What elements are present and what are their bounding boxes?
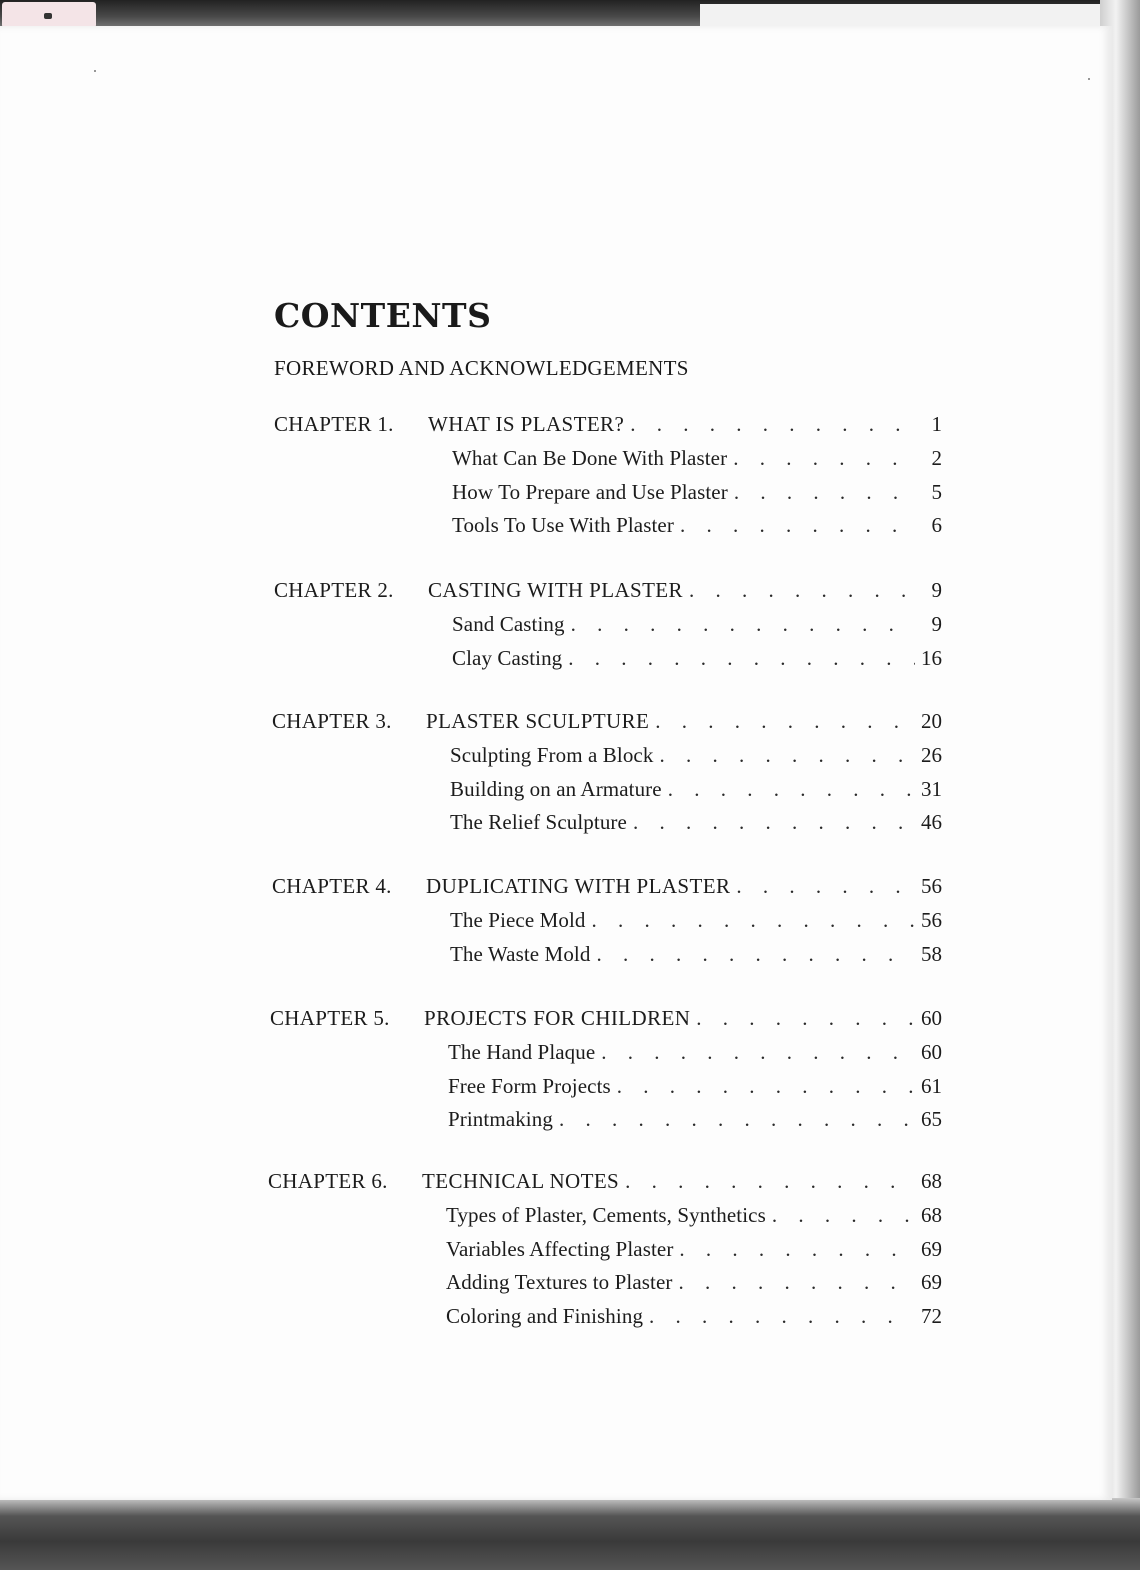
section-title: Coloring and Finishing: [446, 1303, 644, 1328]
dot-leader: [668, 777, 915, 802]
chapter-title: CASTING WITH PLASTER: [428, 578, 683, 602]
section-title: How To Prepare and Use Plaster: [452, 479, 728, 504]
section-title: Tools To Use With Plaster: [452, 513, 674, 537]
page-number: 16: [921, 645, 942, 670]
chapter-label: CHAPTER 1.: [274, 412, 394, 436]
section-entry[interactable]: [446, 1270, 942, 1295]
dot-leader: [772, 1203, 915, 1228]
section-title: Free Form Projects: [448, 1073, 611, 1098]
dot-leader: [571, 612, 916, 637]
page-number: 68: [921, 1169, 942, 1193]
page-number: 72: [921, 1303, 942, 1328]
dot-leader: [617, 1074, 915, 1099]
section-title: Building on an Armature: [450, 776, 662, 801]
section-entry[interactable]: [446, 1203, 942, 1228]
page-number: 56: [921, 908, 942, 932]
dot-leader: [696, 1006, 915, 1031]
section-title: What Can Be Done With Plaster: [452, 446, 728, 470]
chapter-entry[interactable]: [268, 1169, 942, 1194]
section-entry[interactable]: [450, 743, 942, 768]
page-number: 65: [921, 1107, 942, 1131]
dot-leader: [601, 1040, 915, 1065]
foreword-entry: FOREWORD AND ACKNOWLEDGEMENTS: [274, 356, 689, 380]
chapter-title: PLASTER SCULPTURE: [426, 709, 650, 733]
page-number: 60: [921, 1006, 942, 1030]
dot-leader: [736, 874, 915, 899]
section-entry[interactable]: [446, 1304, 942, 1329]
section-title: Sculpting From a Block: [450, 743, 654, 767]
book-page: [0, 26, 1112, 1500]
section-entry[interactable]: [448, 1040, 942, 1065]
section-title: The Waste Mold: [450, 941, 591, 966]
section-entry[interactable]: [452, 612, 942, 637]
dot-leader: [680, 513, 916, 538]
scanner-bottom-edge: [0, 1498, 1140, 1570]
chapter-title: TECHNICAL NOTES: [422, 1169, 620, 1193]
chapter-entry[interactable]: [272, 874, 942, 899]
page-number: 9: [931, 578, 942, 602]
chapter-title: PROJECTS FOR CHILDREN: [424, 1006, 691, 1030]
section-title: Sand Casting: [452, 612, 565, 636]
page-number: 69: [921, 1236, 942, 1261]
dot-leader: [659, 743, 915, 768]
section-entry[interactable]: [448, 1107, 942, 1132]
dot-leader: [596, 942, 915, 967]
page-number: 61: [921, 1073, 942, 1098]
section-title: Printmaking: [448, 1107, 553, 1131]
chapter-title: DUPLICATING WITH PLASTER: [426, 874, 731, 898]
page-number: 20: [921, 709, 942, 733]
section-entry[interactable]: [452, 446, 942, 471]
section-title: Adding Textures to Plaster: [446, 1270, 673, 1294]
chapter-entry[interactable]: [272, 709, 942, 734]
section-entry[interactable]: [452, 513, 942, 538]
section-title: The Relief Sculpture: [450, 810, 627, 834]
chapter-label: CHAPTER 5.: [270, 1006, 390, 1030]
page-number: 5: [931, 479, 942, 504]
section-title: The Piece Mold: [450, 908, 586, 932]
paper-speck: [94, 70, 96, 72]
section-title: Types of Plaster, Cements, Synthetics: [446, 1203, 766, 1227]
dot-leader: [592, 908, 915, 933]
dot-leader: [655, 709, 915, 734]
section-title: Variables Affecting Plaster: [446, 1236, 674, 1261]
section-title: Clay Casting: [452, 645, 563, 670]
chapter-label: CHAPTER 2.: [274, 578, 394, 602]
page-number: 2: [931, 446, 942, 470]
paper-speck: [1088, 78, 1090, 80]
dot-leader: [649, 1304, 915, 1329]
chapter-title: WHAT IS PLASTER?: [428, 412, 625, 436]
dot-leader: [630, 412, 916, 437]
dot-leader: [568, 646, 915, 671]
section-title: The Hand Plaque: [448, 1040, 596, 1064]
contents-title: CONTENTS: [274, 296, 492, 335]
page-number: 69: [921, 1270, 942, 1294]
dot-leader: [625, 1169, 915, 1194]
section-entry[interactable]: [450, 777, 942, 802]
chapter-label: CHAPTER 3.: [272, 709, 392, 733]
page-number: 1: [931, 412, 942, 436]
chapter-entry[interactable]: [274, 578, 942, 603]
section-entry[interactable]: [446, 1237, 942, 1262]
page-number: 58: [921, 941, 942, 966]
section-entry[interactable]: [448, 1074, 942, 1099]
section-entry[interactable]: [452, 480, 942, 505]
chapter-label: CHAPTER 6.: [268, 1169, 388, 1193]
page-number: 56: [921, 874, 942, 898]
page-number: 6: [931, 513, 942, 537]
section-entry[interactable]: [452, 646, 942, 671]
dot-leader: [733, 446, 916, 471]
page-number: 9: [931, 612, 942, 636]
section-entry[interactable]: [450, 810, 942, 835]
page-number: 60: [921, 1040, 942, 1064]
dot-leader: [734, 480, 916, 505]
page-number: 46: [921, 810, 942, 834]
page-number: 26: [921, 743, 942, 767]
dot-leader: [679, 1237, 915, 1262]
chapter-entry[interactable]: [274, 412, 942, 437]
page-number: 31: [921, 776, 942, 801]
chapter-entry[interactable]: [270, 1006, 942, 1031]
chapter-label: CHAPTER 4.: [272, 874, 392, 898]
dot-leader: [689, 578, 916, 603]
dot-leader: [559, 1107, 915, 1132]
page-number: 68: [921, 1203, 942, 1227]
section-entry[interactable]: [450, 908, 942, 933]
section-entry[interactable]: [450, 942, 942, 967]
dot-leader: [678, 1270, 915, 1295]
dot-leader: [633, 810, 915, 835]
